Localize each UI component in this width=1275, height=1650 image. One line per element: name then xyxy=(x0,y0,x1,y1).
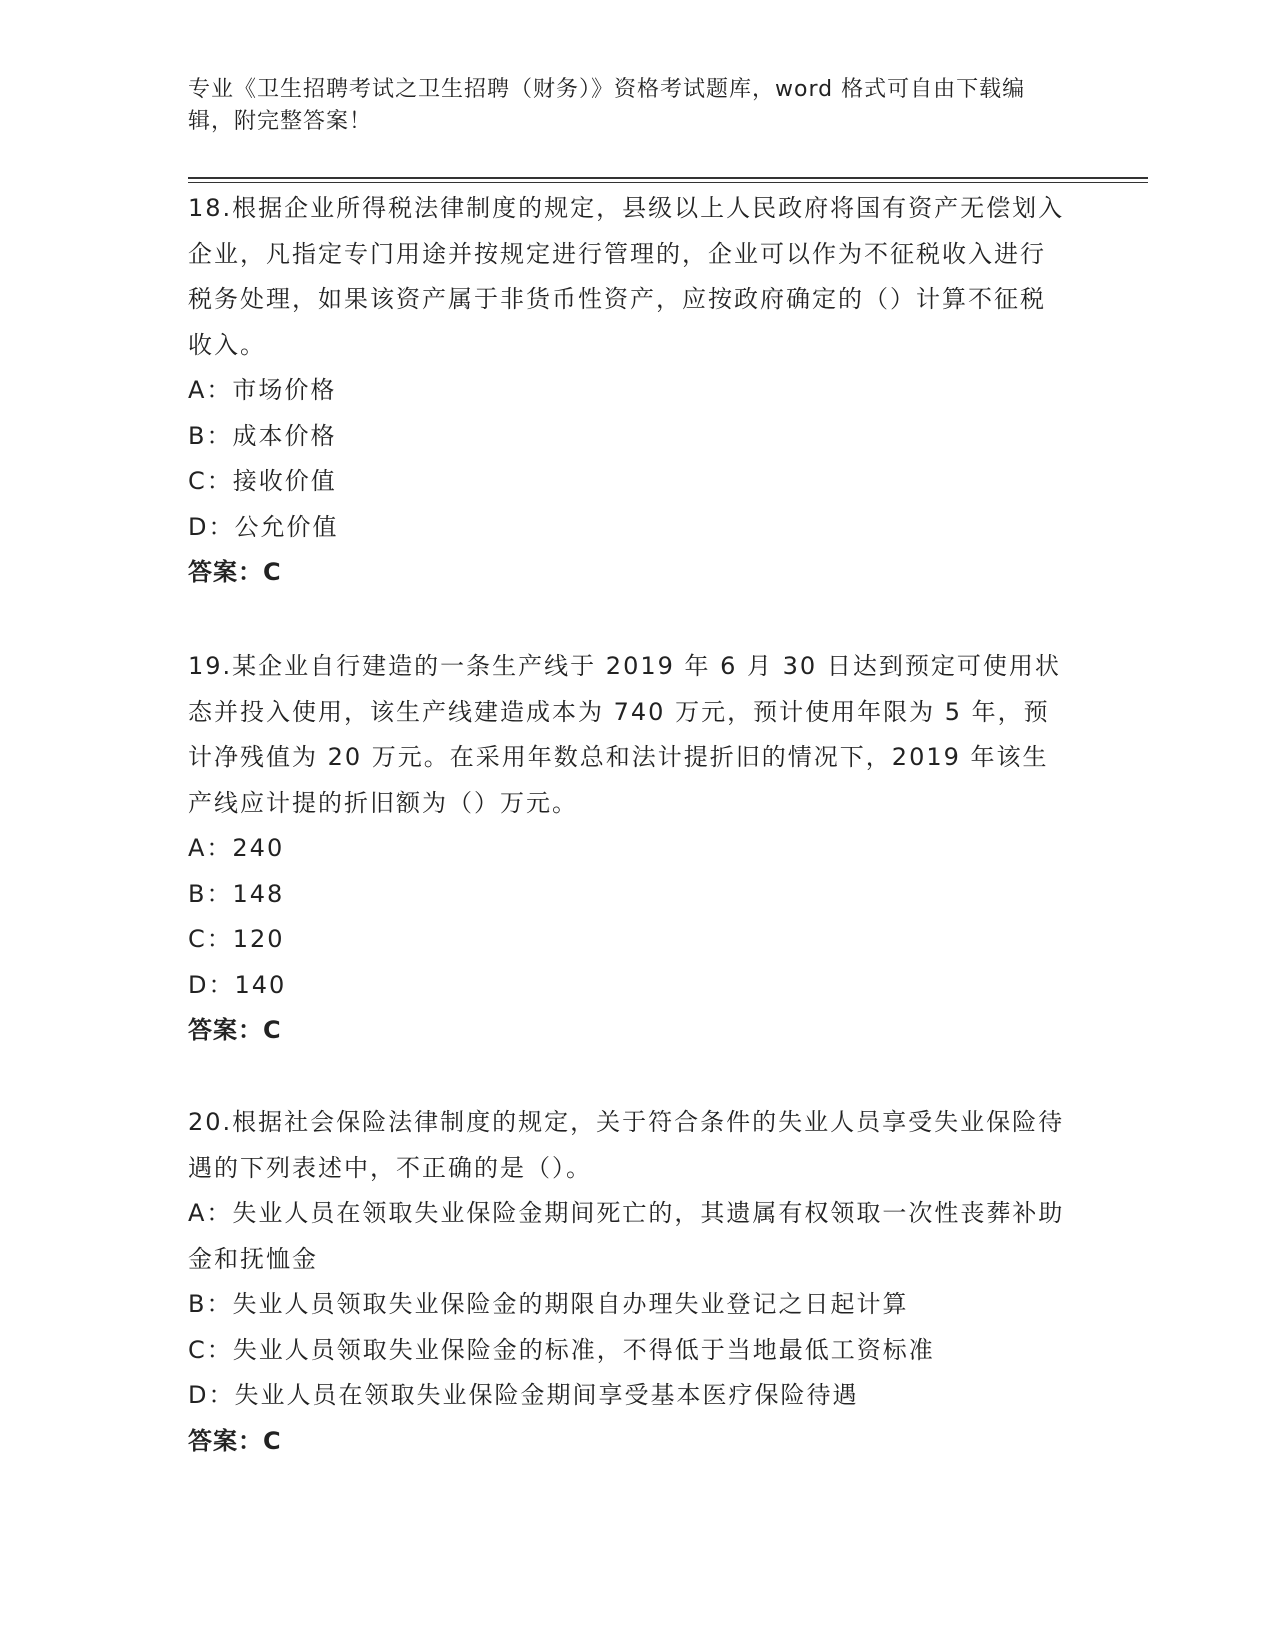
option-d: D：公允价值 xyxy=(188,512,339,541)
answer: 答案：C xyxy=(188,1016,282,1044)
document-header: 专业《卫生招聘考试之卫生招聘（财务）》资格考试题库，word 格式可自由下载编辑，附完整答案！ xyxy=(188,77,1026,134)
header-divider-thin xyxy=(188,182,1148,183)
option-b: B：148 xyxy=(188,879,285,908)
option-a: A：失业人员在领取失业保险金期间死亡的，其遗属有权领取一次性丧葬补助金和抚恤金 xyxy=(188,1199,1065,1273)
option-c: C：120 xyxy=(188,925,285,953)
question-text: 18.根据企业所得税法律制度的规定，县级以上人民政府将国有资产无偿划入企业，凡指定专门用途并按规定进行管理的，企业可以作为不征税收入进行税务处理，如果该资产属于非货币性资产，应按政府确定的（）计算不征税收入。 xyxy=(188,194,1065,359)
answer: 答案：C xyxy=(188,558,282,586)
option-a: A：240 xyxy=(188,834,285,862)
option-b: B：失业人员领取失业保险金的期限自办理失业登记之日起计算 xyxy=(188,1290,909,1318)
option-c: C：失业人员领取失业保险金的标准，不得低于当地最低工资标准 xyxy=(188,1335,935,1364)
question-18 xyxy=(188,186,1068,595)
question-text: 20.根据社会保险法律制度的规定，关于符合条件的失业人员享受失业保险待遇的下列表述中，不正确的是（）。 xyxy=(188,1108,1065,1182)
question-20 xyxy=(188,1100,1068,1464)
answer: 答案：C xyxy=(188,1426,282,1455)
option-a: A：市场价格 xyxy=(188,376,337,404)
question-19 xyxy=(188,644,1068,1053)
header-divider-thick xyxy=(188,177,1148,179)
option-b: B：成本价格 xyxy=(188,421,337,450)
option-d: D：失业人员在领取失业保险金期间享受基本医疗保险待遇 xyxy=(188,1381,859,1409)
option-c: C：接收价值 xyxy=(188,467,337,495)
question-text: 19.某企业自行建造的一条生产线于 2019 年 6 月 30 日达到预定可使用状态并投入使用，该生产线建造成本为 740 万元，预计使用年限为 5 年，预计净残值为 20 万元。在采用年数总和法计提折旧的情况下，2019 年该生产线应计提的折旧额为（）万元。 xyxy=(188,652,1061,817)
option-d: D：140 xyxy=(188,970,287,999)
